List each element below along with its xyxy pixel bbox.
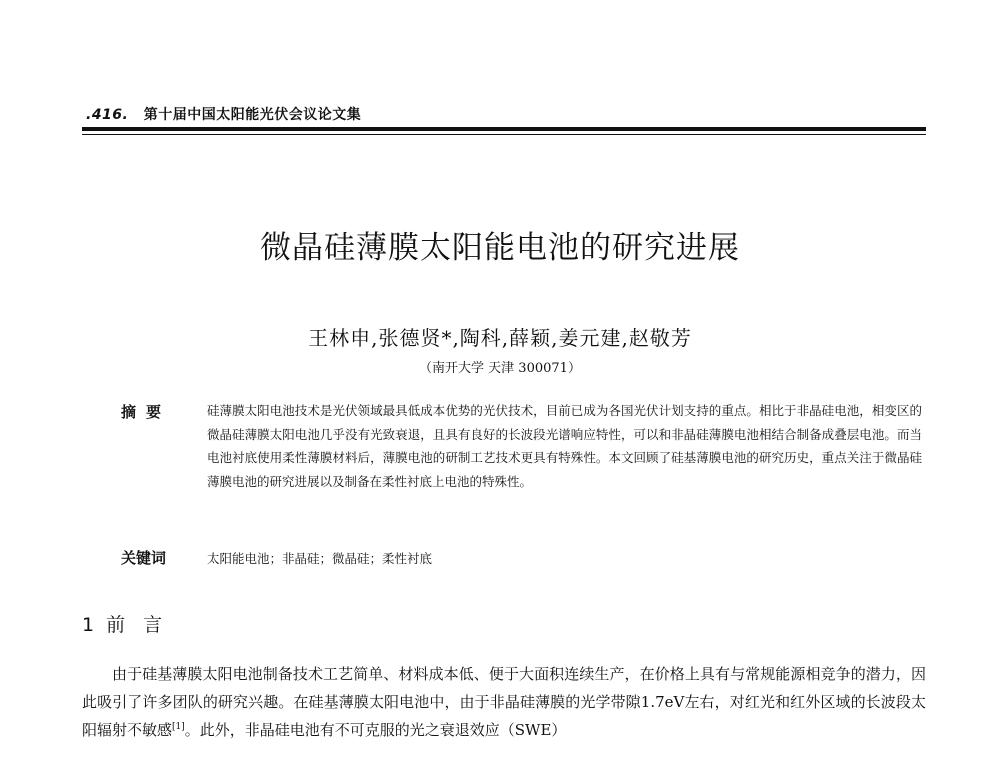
running-head <box>86 104 361 124</box>
keywords-text: 太阳能电池；非晶硅；微晶硅；柔性衬底 <box>207 551 433 566</box>
paper-title: 微晶硅薄膜太阳能电池的研究进展 <box>260 230 740 266</box>
section-title: 前言 <box>106 614 181 636</box>
page-number: .416. <box>86 107 129 123</box>
abstract-label: 摘要 <box>121 403 172 421</box>
body-text-part-a: 由于硅基薄膜太阳电池制备技术工艺简单、材料成本低、便于大面积连续生产，在价格上具有与常规能源相竞争的潜力，因此吸引了许多团队的研究兴趣。在硅基薄膜太阳电池中，由于非晶硅薄膜的光学带隙1.7eV左右，对红光和红外区域的长波段太阳辐射不敏感 <box>82 665 926 739</box>
body-paragraph <box>82 660 926 744</box>
journal-title: 第十届中国太阳能光伏会议论文集 <box>143 107 362 123</box>
citation-ref[interactable]: [1] <box>172 722 185 732</box>
keywords-label: 关键词 <box>121 549 167 567</box>
body-text-part-b: 。此外，非晶硅电池有不可克服的光之衰退效应（SWE） <box>184 721 567 739</box>
section-number: 1 <box>82 614 95 636</box>
abstract-text: 硅薄膜太阳电池技术是光伏领域最具低成本优势的光伏技术，目前已成为各国光伏计划支持的重点。相比于非晶硅电池，相变区的微晶硅薄膜太阳电池几乎没有光致衰退，且具有良好的长波段光谱响应特性，可以和非晶硅薄膜电池相结合制备成叠层电池。而当电池衬底使用柔性薄膜材料后，薄膜电池的研制工艺技术更具有特殊性。本文回顾了硅基薄膜电池的研究历史，重点关注于微晶硅薄膜电池的研究进展以及制备在柔性衬底上电池的特殊性。 <box>207 403 922 489</box>
header-rule-thick <box>82 127 926 131</box>
section-heading <box>82 610 180 637</box>
affiliation: （南开大学 天津 300071） <box>419 361 581 376</box>
header-rule-thin <box>82 134 926 135</box>
author-list: 王林申,张德贤*,陶科,薛颖,姜元建,赵敬芳 <box>308 326 692 350</box>
